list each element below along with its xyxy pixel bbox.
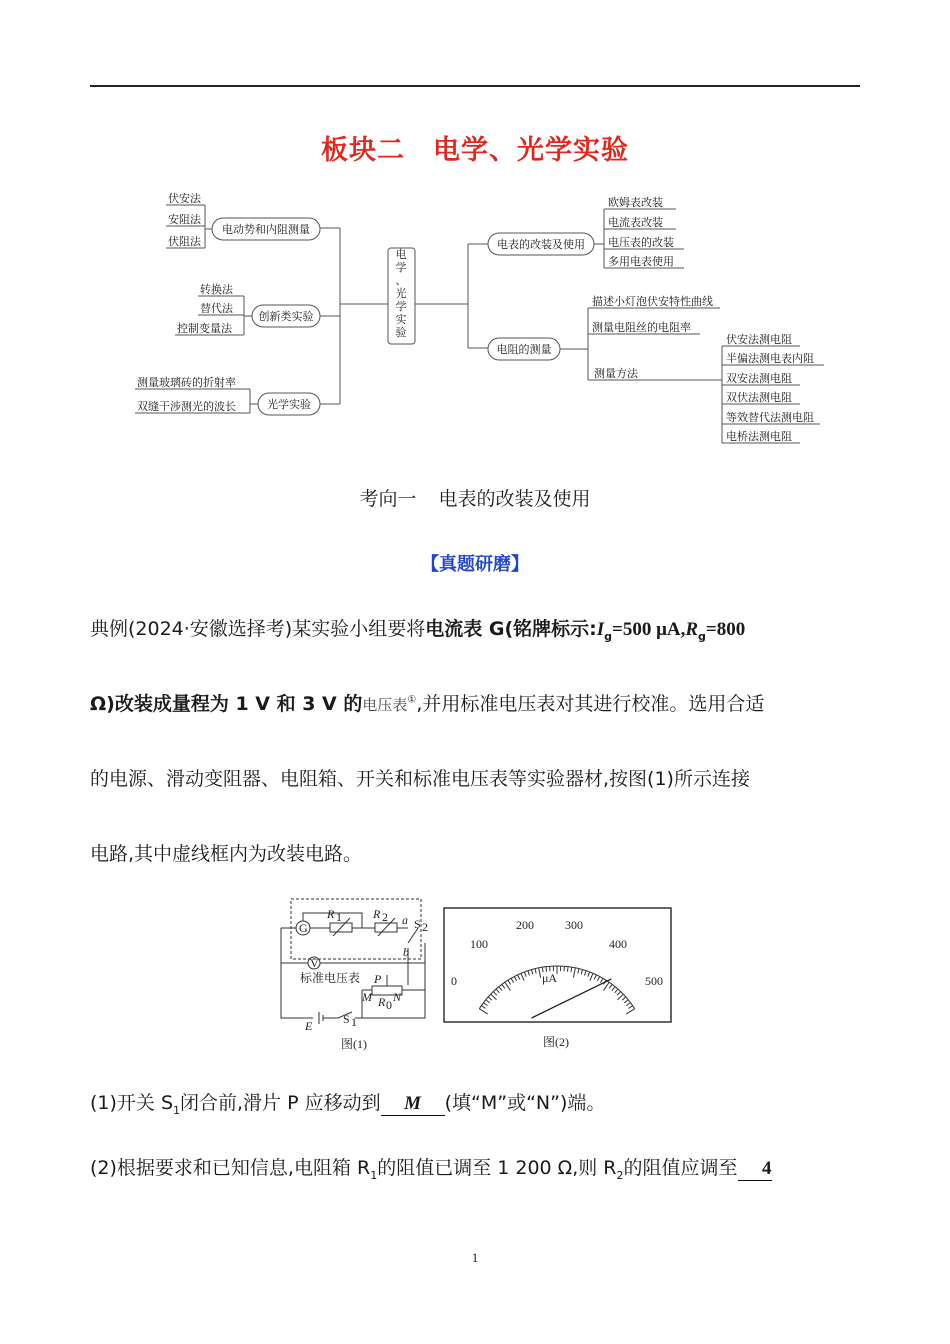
mm-leaf: 欧姆表改装 xyxy=(608,196,663,209)
svg-text:V: V xyxy=(310,956,319,970)
meter-tick xyxy=(585,971,587,976)
svg-text:1: 1 xyxy=(336,910,342,924)
answer-2: 4 xyxy=(738,1158,772,1181)
meter-tick xyxy=(571,967,572,972)
figure-1-labels xyxy=(299,907,428,1051)
problem-line-1: 典例(2024·安徽选择考)某实验小组要将电流表 G(铭牌标示$:I_g=500$ $\mu A,R_g=800$ xyxy=(90,618,746,643)
section-name: 电表的改装及使用 xyxy=(438,488,591,510)
meter-tick xyxy=(479,1009,487,1014)
meter-tick xyxy=(622,997,626,1000)
meter-tick xyxy=(590,973,593,980)
page-title: 板块二 电学、光学实验 xyxy=(321,135,629,166)
meter-tick xyxy=(484,1003,488,1006)
meter-tick xyxy=(481,1006,485,1009)
meter-tick xyxy=(588,972,590,977)
svg-text:R: R xyxy=(378,995,386,1009)
meter-tick xyxy=(499,987,502,991)
problem-line-3: 的电源、滑动变阻器、电阻箱、开关和标准电压表等实验器材,按图(1)所示连接 xyxy=(90,768,750,790)
meter-tick xyxy=(624,1000,628,1003)
svg-text:M: M xyxy=(362,990,372,1004)
mm-method: 双伏法测电阻 xyxy=(726,391,792,404)
mm-leaf: 安阻法 xyxy=(168,213,201,226)
meter-tick xyxy=(491,994,497,1000)
meter-tick xyxy=(581,970,582,975)
svg-text:R: R xyxy=(373,907,381,921)
meter-tick xyxy=(617,992,620,996)
svg-text:R: R xyxy=(327,907,335,921)
mm-method: 等效替代法测电阻 xyxy=(726,411,814,424)
figure-2-meter xyxy=(444,908,671,1049)
mm-leaf: 测量玻璃砖的折射率 xyxy=(137,376,236,389)
svg-text:N: N xyxy=(393,990,402,1004)
mm-node-emf: 电动势和内阻测量 xyxy=(222,223,310,236)
mindmap-center: 电学、光学实验 xyxy=(395,248,407,339)
mm-node-innovative: 创新类实验 xyxy=(258,310,314,323)
svg-text:标准电压表: 标准电压表 xyxy=(300,971,361,985)
mm-leaf: 电流表改装 xyxy=(608,216,663,229)
meter-tick xyxy=(618,994,624,1000)
svg-text:G: G xyxy=(299,921,308,935)
meter-tick-label: 300 xyxy=(565,918,583,932)
meter-tick xyxy=(521,973,524,980)
meter-tick xyxy=(535,969,536,974)
meter-tick-label: 400 xyxy=(609,937,627,951)
mm-method: 双安法测电阻 xyxy=(726,372,792,385)
meter-tick xyxy=(600,978,602,982)
figure-1-caption: 图(1) xyxy=(341,1037,367,1051)
svg-text:b: b xyxy=(403,945,409,959)
svg-text:2: 2 xyxy=(422,920,428,934)
meter-tick xyxy=(594,975,596,980)
svg-text:S: S xyxy=(343,1012,350,1026)
meter-tick xyxy=(578,969,579,974)
meter-tick-label: 100 xyxy=(470,937,488,951)
meter-tick xyxy=(626,1003,630,1006)
mm-method: 电桥法测电阻 xyxy=(726,430,792,443)
meter-tick xyxy=(539,968,541,978)
meter-tick xyxy=(514,977,516,981)
svg-text:0: 0 xyxy=(386,998,392,1012)
mm-leaf: 伏阻法 xyxy=(168,235,201,248)
mm-node-optics: 光学实验 xyxy=(267,398,311,411)
problem-line-4: 电路,其中虚线框内为改装电路。 xyxy=(90,843,363,865)
mm-leaf: 转换法 xyxy=(200,283,233,296)
mm-node-resistance: 电阻的测量 xyxy=(496,343,552,356)
figure-2-caption: 图(2) xyxy=(543,1035,569,1049)
mm-leaf: 控制变量法 xyxy=(177,322,232,335)
mm-leaf: 测量电阻丝的电阻率 xyxy=(592,321,691,334)
meter-tick xyxy=(493,992,496,996)
meter-tick xyxy=(612,987,615,991)
meter-tick xyxy=(629,1006,633,1009)
meter-tick-label: 0 xyxy=(451,974,457,988)
svg-text:2: 2 xyxy=(382,910,388,924)
page-number: 1 xyxy=(471,1250,479,1265)
section-number: 考向一 xyxy=(359,488,417,510)
mm-method: 伏安法测电阻 xyxy=(726,333,792,346)
meter-tick-label: 500 xyxy=(645,974,663,988)
svg-text:a: a xyxy=(402,913,408,927)
meter-tick xyxy=(524,972,526,977)
meter-tick xyxy=(486,1000,490,1003)
mm-leaf: 双缝干涉测光的波长 xyxy=(137,400,236,413)
svg-text:P: P xyxy=(374,972,382,986)
mm-node-meter: 电表的改装及使用 xyxy=(497,238,585,251)
answer-1: M xyxy=(381,1093,445,1116)
meter-tick xyxy=(573,968,575,978)
mm-leaf: 替代法 xyxy=(200,302,233,315)
meter-tick xyxy=(528,971,530,976)
meter-tick xyxy=(502,984,505,988)
meter-tick xyxy=(488,997,492,1000)
mm-leaf: 测量方法 xyxy=(594,367,638,380)
meter-unit: μA xyxy=(542,971,558,985)
meter-tick-label: 200 xyxy=(516,918,534,932)
meter-tick xyxy=(508,980,511,984)
svg-text:1: 1 xyxy=(351,1015,357,1029)
badge-real-exam: 【真题研磨】 xyxy=(421,554,529,575)
meter-tick xyxy=(531,970,532,975)
meter-tick xyxy=(609,984,612,988)
mm-leaf: 伏安法 xyxy=(168,192,201,205)
question-1: (1)开关 $S_1$闭合前,滑片 P 应移动到 M (填“M”或“N”)端。 xyxy=(90,1092,606,1117)
svg-text:E: E xyxy=(305,1019,313,1033)
meter-tick xyxy=(615,989,618,993)
mm-leaf: 描述小灯泡伏安特性曲线 xyxy=(592,295,713,308)
meter-tick xyxy=(597,977,599,981)
mm-method: 半偏法测电表内阻 xyxy=(726,352,814,365)
meter-tick xyxy=(496,989,499,993)
svg-text:S: S xyxy=(414,917,421,931)
meter-tick xyxy=(518,975,520,980)
meter-tick xyxy=(511,978,513,982)
question-2: (2)根据要求和已知信息,电阻箱 $R_1$的阻值已调至 1 200 Ω,则 $R_2$的阻值应调至 4 xyxy=(90,1157,772,1182)
mm-leaf: 多用电表使用 xyxy=(608,255,674,268)
problem-line-2: Ω)改装成量程为 1 V 和 3 V 的电压表①,并用标准电压表对其进行校准。选用合适 xyxy=(90,693,765,715)
meter-tick xyxy=(626,1009,634,1014)
meter-tick xyxy=(567,967,568,972)
mm-leaf: 电压表的改装 xyxy=(608,236,674,249)
